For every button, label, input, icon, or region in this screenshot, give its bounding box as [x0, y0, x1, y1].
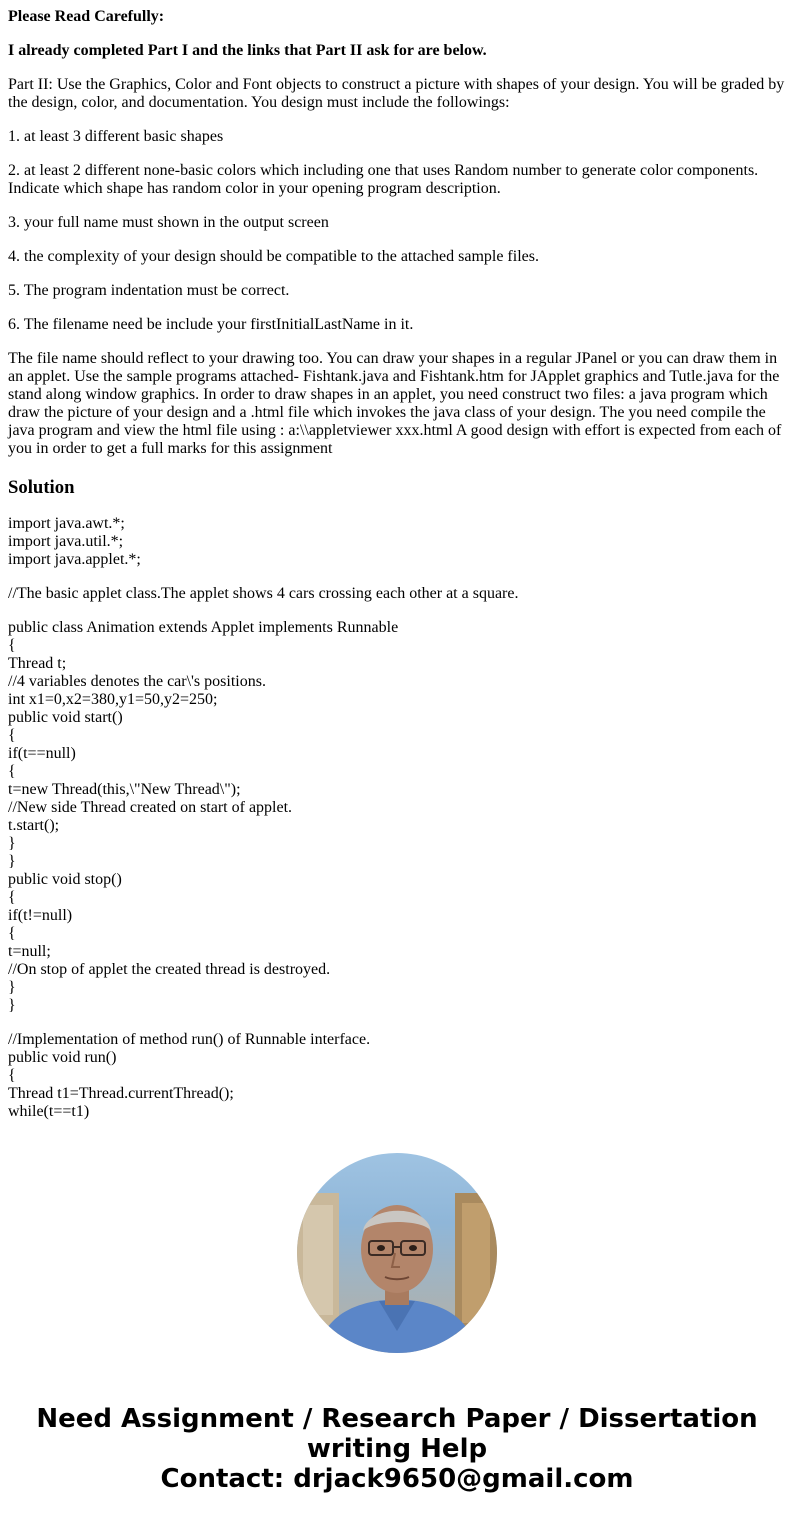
code-line: //New side Thread created on start of applet. — [8, 799, 293, 816]
code-line: while(t==t1) — [8, 1103, 90, 1120]
imports-block — [8, 515, 786, 569]
code-line: t=new Thread(this,\"New Thread\"); — [8, 781, 241, 798]
code-line: } — [8, 835, 16, 852]
promo-banner — [0, 1404, 794, 1494]
code-line: //4 variables denotes the car\'s positions. — [8, 673, 266, 690]
code-line: public class Animation extends Applet implements Runnable — [8, 619, 399, 636]
solution-heading: Solution — [8, 477, 75, 498]
code-line: public void start() — [8, 709, 123, 726]
class-comment-block — [8, 585, 786, 603]
code-line: //On stop of applet the created thread is destroyed. — [8, 961, 331, 978]
code-line: import java.applet.*; — [8, 551, 141, 568]
code-line: if(t==null) — [8, 745, 76, 762]
promo-line: writing Help — [306, 1434, 488, 1464]
code-line: public void run() — [8, 1049, 117, 1066]
requirement-item: 6. The filename need be include your firstInitialLastName in it. — [8, 316, 414, 333]
code-line: { — [8, 727, 16, 744]
code-line: Thread t; — [8, 655, 67, 672]
code-line: public void stop() — [8, 871, 122, 888]
code-line: //The basic applet class.The applet shows 4 cars crossing each other at a square. — [8, 585, 519, 602]
code-line: t.start(); — [8, 817, 60, 834]
code-line: } — [8, 979, 16, 996]
tutor-portrait-icon — [297, 1153, 497, 1353]
code-line: if(t!=null) — [8, 907, 73, 924]
code-line: t=null; — [8, 943, 51, 960]
read-carefully-heading: Please Read Carefully: — [8, 8, 165, 25]
code-line: } — [8, 853, 16, 870]
requirement-item: 1. at least 3 different basic shapes — [8, 128, 224, 145]
tutor-photo — [297, 1153, 497, 1353]
assignment-details: The file name should reflect to your drawing too. You can draw your shapes in a regular JPanel or you can draw them in an applet. Use the sample programs attached- Fishtank.java and Fishtank.htm for JApplet graphics and Tutle.java for the stand along window graphics. In order to draw shapes in an applet, you need construct two files: a java program which draw the picture of your design and a .html file which invokes the java class of your design. The you need compile the java program and view the html file using : a:\\appletviewer xxx.html A good design with effort is expected from each of you in order to get a full marks for this assignment — [8, 350, 782, 457]
requirement-item: 4. the complexity of your design should be compatible to the attached sample files. — [8, 248, 539, 265]
document-page — [8, 0, 786, 1137]
contact-email: Contact: drjack9650@gmail.com — [160, 1464, 634, 1494]
code-line: { — [8, 925, 16, 942]
code-line: } — [8, 997, 16, 1014]
code-line: //Implementation of method run() of Runnable interface. — [8, 1031, 371, 1048]
code-line: { — [8, 1067, 16, 1084]
code-line: int x1=0,x2=380,y1=50,y2=250; — [8, 691, 218, 708]
code-line: import java.util.*; — [8, 533, 124, 550]
requirement-item: 3. your full name must shown in the output screen — [8, 214, 329, 231]
part-two-intro: Part II: Use the Graphics, Color and Font objects to construct a picture with shapes of your design. You will be graded by the design, color, and documentation. You design must include the followings: — [8, 76, 785, 111]
part-one-completed-heading: I already completed Part I and the links that Part II ask for are below. — [8, 42, 487, 59]
promo-line: Need Assignment / Research Paper / Dissertation — [36, 1404, 758, 1434]
code-line: import java.awt.*; — [8, 515, 125, 532]
requirement-item: 2. at least 2 different none-basic colors which including one that uses Random number to generate color components. Indicate which shape has random color in your opening program description. — [8, 162, 759, 197]
code-line: { — [8, 763, 16, 780]
run-method-block — [8, 1031, 786, 1121]
code-line: { — [8, 637, 16, 654]
code-line: Thread t1=Thread.currentThread(); — [8, 1085, 234, 1102]
class-definition-block — [8, 619, 786, 1015]
requirement-item: 5. The program indentation must be correct. — [8, 282, 290, 299]
code-line: { — [8, 889, 16, 906]
